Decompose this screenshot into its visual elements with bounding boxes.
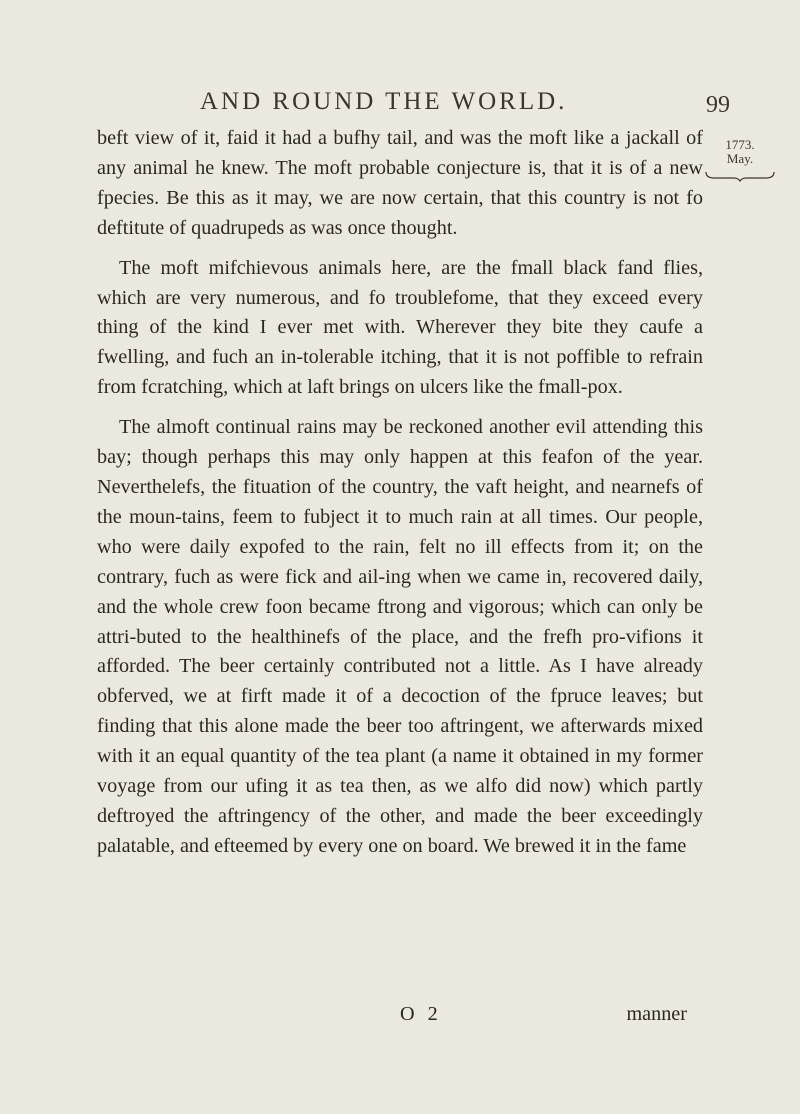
body-text bbox=[97, 124, 703, 872]
margin-year: 1773. bbox=[725, 137, 755, 152]
running-head: AND ROUND THE WORLD. bbox=[200, 88, 568, 115]
signature-mark: O 2 bbox=[400, 1003, 442, 1025]
margin-brace-icon bbox=[704, 170, 776, 182]
paragraph-1: beft view of it, faid it had a bufhy tail, and was the moft like a jackall of any animal he knew. The moft probable conjecture is, that it is of a new fpecies. Be this as it may, we are now certain, that this country is not fo deftitute of quadrupeds as was once thought. bbox=[97, 127, 703, 239]
page-footer bbox=[97, 1003, 703, 1033]
page-number: 99 bbox=[706, 92, 730, 118]
margin-date-note bbox=[708, 138, 772, 166]
margin-month: May. bbox=[726, 151, 754, 166]
catchword: manner bbox=[626, 1003, 687, 1025]
paragraph-3: The almoft continual rains may be reckoned another evil attending this bay; though perhaps this may only happen at this feafon of the year. Neverthelefs, the fituation of the country, the vaft height, and nearnefs of the moun-tains, feem to fubject it to much rain at all times. Our people, who were daily expofed to the rain, felt no ill effects from it; on the contrary, fuch as were fick and ail-ing when we came in, recovered daily, and the whole crew foon became ftrong and vigorous; which can only be attri-buted to the healthinefs of the place, and the frefh pro-vifions it afforded. The beer certainly contributed not a little. As I have already obferved, we at firft made it of a decoction of the fpruce leaves; but finding that this alone made the beer too aftringent, we afterwards mixed with it an equal quantity of the tea plant (a name it obtained in my former voyage from our ufing it as tea then, as we alfo did now) which partly deftroyed the aftringency of the other, and made the beer exceedingly palatable, and efteemed by every one on board. We brewed it in the fame bbox=[97, 416, 703, 857]
paragraph-2: The moft mifchievous animals here, are the fmall black fand flies, which are very numerous, and fo troublefome, that they exceed every thing of the kind I ever met with. Wherever they bite they caufe a fwelling, and fuch an in-tolerable itching, that it is not poffible to refrain from fcratching, which at laft brings on ulcers like the fmall-pox. bbox=[97, 256, 703, 399]
